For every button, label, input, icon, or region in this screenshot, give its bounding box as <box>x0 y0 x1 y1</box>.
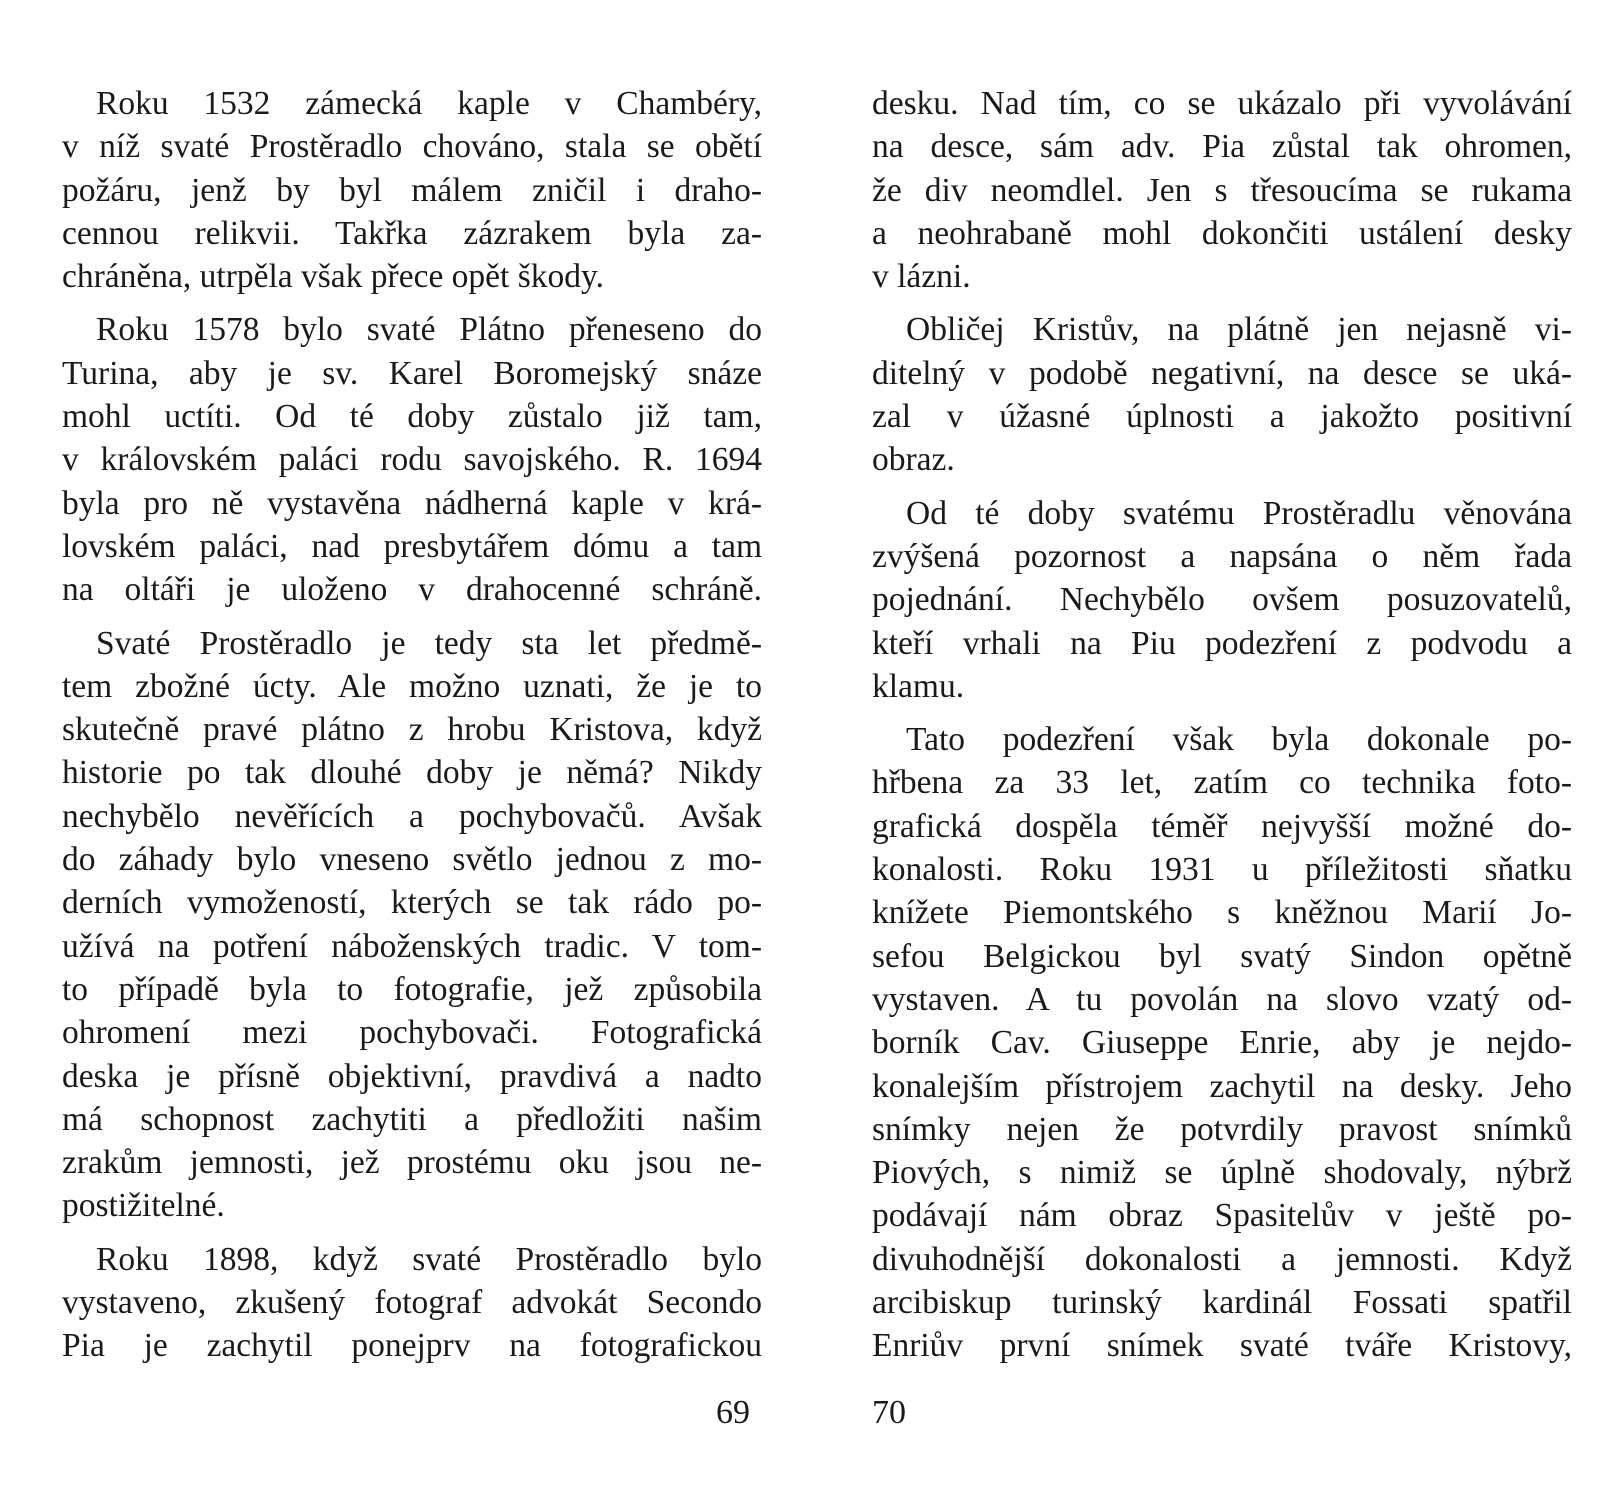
text-line: tem zbožné úcty. Ale možno uznati, že je to <box>62 667 762 705</box>
text-line: byla pro ně vystavěna nádherná kaple v krá- <box>62 484 762 522</box>
text-line: na oltáři je uloženo v drahocenné schráně. <box>62 571 762 609</box>
text-line: zvýšená pozornost a napsána o něm řada <box>872 537 1572 575</box>
text-line: v níž svaté Prostěradlo chováno, stala se obětí <box>62 128 762 166</box>
text-line: konalosti. Roku 1931 u příležitosti sňatku <box>872 851 1572 889</box>
text-line: Pia je zachytil ponejprv na fotografickou <box>62 1327 762 1365</box>
text-line: pojednání. Nechybělo ovšem posuzovatelů, <box>872 581 1572 619</box>
page-number-left: 69 <box>716 1394 750 1431</box>
text-line: podávají nám obraz Spasitelův v ještě po- <box>872 1197 1572 1235</box>
text-line: Od té doby svatému Prostěradlu věnována <box>906 494 1572 532</box>
text-line: knížete Piemontského s kněžnou Marií Jo- <box>872 894 1572 932</box>
text-line: a neohrabaně mohl dokončiti ustálení desky <box>872 214 1572 252</box>
text-line: Tato podezření však byla dokonale po- <box>906 721 1572 759</box>
paragraph <box>872 718 1572 1367</box>
paragraph <box>872 308 1572 481</box>
paragraph <box>62 82 762 298</box>
text-line: Turina, aby je sv. Karel Boromejský snáze <box>62 354 762 392</box>
text-line: vystaven. A tu povolán na slovo vzatý od- <box>872 980 1572 1018</box>
text-line: zrakům jemnosti, jež prostému oku jsou ne- <box>62 1144 762 1182</box>
text-line: cennou relikvii. Takřka zázrakem byla za- <box>62 214 762 252</box>
text-line: borník Cav. Giuseppe Enrie, aby je nejdo- <box>872 1024 1572 1062</box>
text-line: hřbena za 33 let, zatím co technika foto- <box>872 764 1572 802</box>
right-page <box>872 82 1572 1378</box>
text-line: desku. Nad tím, co se ukázalo při vyvolávání <box>872 85 1572 122</box>
text-line: Enriův první snímek svaté tváře Kristovy, <box>872 1327 1572 1365</box>
paragraph <box>62 622 762 1228</box>
text-line: obraz. <box>872 441 955 479</box>
text-line: kteří vrhali na Piu podezření z podvodu a <box>872 624 1572 662</box>
text-line: že div neomdlel. Jen s třesoucíma se rukama <box>872 171 1572 209</box>
text-line: Obličej Kristův, na plátně jen nejasně vi- <box>906 311 1572 349</box>
paragraph <box>62 308 762 611</box>
text-line: Piových, s nimiž se úplně shodovaly, nýbrž <box>872 1154 1572 1192</box>
text-line: postižitelné. <box>62 1187 225 1225</box>
text-line: Roku 1532 zámecká kaple v Chambéry, <box>96 85 762 122</box>
text-line: nechybělo nevěřících a pochybovačů. Avšak <box>62 797 762 835</box>
text-line: chráněna, utrpěla však přece opět škody. <box>62 258 604 296</box>
text-line: má schopnost zachytiti a předložiti našim <box>62 1100 762 1138</box>
text-line: v královském paláci rodu savojského. R. 1694 <box>62 441 762 479</box>
text-line: lovském paláci, nad presbytářem dómu a tam <box>62 527 762 565</box>
text-line: deska je přísně objektivní, pravdivá a nadto <box>62 1057 762 1095</box>
text-line: Roku 1898, když svaté Prostěradlo bylo <box>96 1240 762 1278</box>
text-line: do záhady bylo vneseno světlo jednou z mo- <box>62 841 762 879</box>
page-number-right: 70 <box>872 1394 906 1431</box>
text-line: mohl uctíti. Od té doby zůstalo již tam, <box>62 398 762 436</box>
left-page <box>62 82 762 1378</box>
text-line: arcibiskup turinský kardinál Fossati spatřil <box>872 1284 1572 1322</box>
text-line: ohromení mezi pochybovači. Fotografická <box>62 1014 762 1052</box>
text-line: klamu. <box>872 667 965 705</box>
text-line: grafická dospěla téměř nejvyšší možné do- <box>872 807 1572 845</box>
text-line: sefou Belgickou byl svatý Sindon opětně <box>872 937 1572 975</box>
text-line: požáru, jenž by byl málem zničil i draho- <box>62 171 762 209</box>
text-line: divuhodnější dokonalosti a jemnosti. Když <box>872 1240 1572 1278</box>
text-line: ditelný v podobě negativní, na desce se uká- <box>872 354 1572 392</box>
paragraph <box>872 492 1572 708</box>
text-line: skutečně pravé plátno z hrobu Kristova, když <box>62 711 762 749</box>
text-line: na desce, sám adv. Pia zůstal tak ohromen, <box>872 128 1572 166</box>
text-line: to případě byla to fotografie, jež způsobila <box>62 970 762 1008</box>
text-line: zal v úžasné úplnosti a jakožto positivní <box>872 398 1572 436</box>
text-line: Roku 1578 bylo svaté Plátno přeneseno do <box>96 311 762 349</box>
text-line: v lázni. <box>872 258 971 296</box>
text-line: užívá na potření náboženských tradic. V tom- <box>62 927 762 965</box>
text-line: derních vymožeností, kterých se tak rádo po- <box>62 884 762 922</box>
paragraph <box>62 1238 762 1368</box>
text-line: vystaveno, zkušený fotograf advokát Secondo <box>62 1284 762 1322</box>
text-line: snímky nejen že potvrdily pravost snímků <box>872 1110 1572 1148</box>
text-line: Svaté Prostěradlo je tedy sta let předmě- <box>96 624 762 662</box>
paragraph <box>872 82 1572 298</box>
text-line: konalejším přístrojem zachytil na desky. Jeho <box>872 1067 1572 1105</box>
text-line: historie po tak dlouhé doby je němá? Nikdy <box>62 754 762 792</box>
